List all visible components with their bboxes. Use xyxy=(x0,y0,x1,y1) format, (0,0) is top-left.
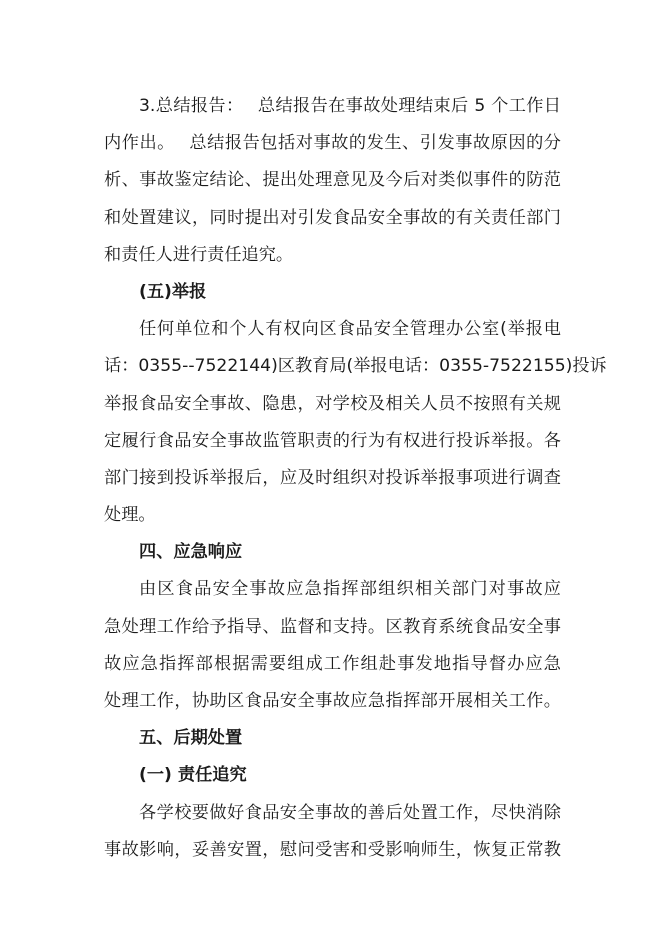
report-para-line-1: 任何单位和个人有权向区食品安全管理办公室(举报电 xyxy=(139,319,561,340)
summary-report-text: 总结报告在事故处理结束后 5 个工作日 xyxy=(257,96,561,116)
emergency-para-line-2: 急处理工作给予指导、监督和支持。区教育系统食品安全事 xyxy=(104,616,561,637)
section-heading-aftermath: 五、后期处置 xyxy=(139,728,243,749)
summary-report-line-4: 和处置建议，同时提出对引发食品安全事故的有关责任部门 xyxy=(104,207,561,228)
summary-report-label: 3.总结报告： xyxy=(139,96,244,116)
report-para-line-4: 定履行食品安全事故监管职责的行为有权进行投诉举报。各 xyxy=(104,430,561,451)
section-heading-emergency: 四、应急响应 xyxy=(139,542,243,563)
summary-report-line-5: 和责任人进行责任追究。 xyxy=(104,244,294,265)
report-para-line-2: 话：0355--7522144)区教育局(举报电话：0355-7522155)投诉 xyxy=(104,356,607,377)
accountability-para-line-2: 事故影响，妥善安置，慰问受害和受影响师生，恢复正常教 xyxy=(104,839,561,860)
summary-report-line-1 xyxy=(104,88,561,125)
report-para-line-6: 处理。 xyxy=(104,505,156,526)
report-para-line-5: 部门接到投诉举报后，应及时组织对投诉举报事项进行调查 xyxy=(104,467,561,488)
report-para-line-3: 举报食品安全事故、隐患，对学校及相关人员不按照有关规 xyxy=(104,393,561,414)
summary-report-text: 总结报告包括对事故的发生、引发事故原因的分 xyxy=(188,133,561,154)
document-body xyxy=(104,88,607,869)
emergency-para-line-4: 处理工作，协助区食品安全事故应急指挥部开展相关工作。 xyxy=(104,691,561,711)
summary-report-line-3: 析、事故鉴定结论、提出处理意见及今后对类似事件的防范 xyxy=(104,170,561,191)
emergency-para-line-1: 由区食品安全事故应急指挥部组织相关部门对事故应 xyxy=(139,579,561,600)
accountability-para-line-1: 各学校要做好食品安全事故的善后处置工作，尽快消除 xyxy=(139,802,561,823)
section-heading-accountability: (一) 责任追究 xyxy=(139,765,247,786)
section-heading-report: (五)举报 xyxy=(139,281,207,302)
summary-report-line-2 xyxy=(104,125,561,162)
summary-report-text: 内作出。 xyxy=(104,133,175,154)
emergency-para-line-3: 故应急指挥部根据需要组成工作组赴事发地指导督办应急 xyxy=(104,653,561,674)
